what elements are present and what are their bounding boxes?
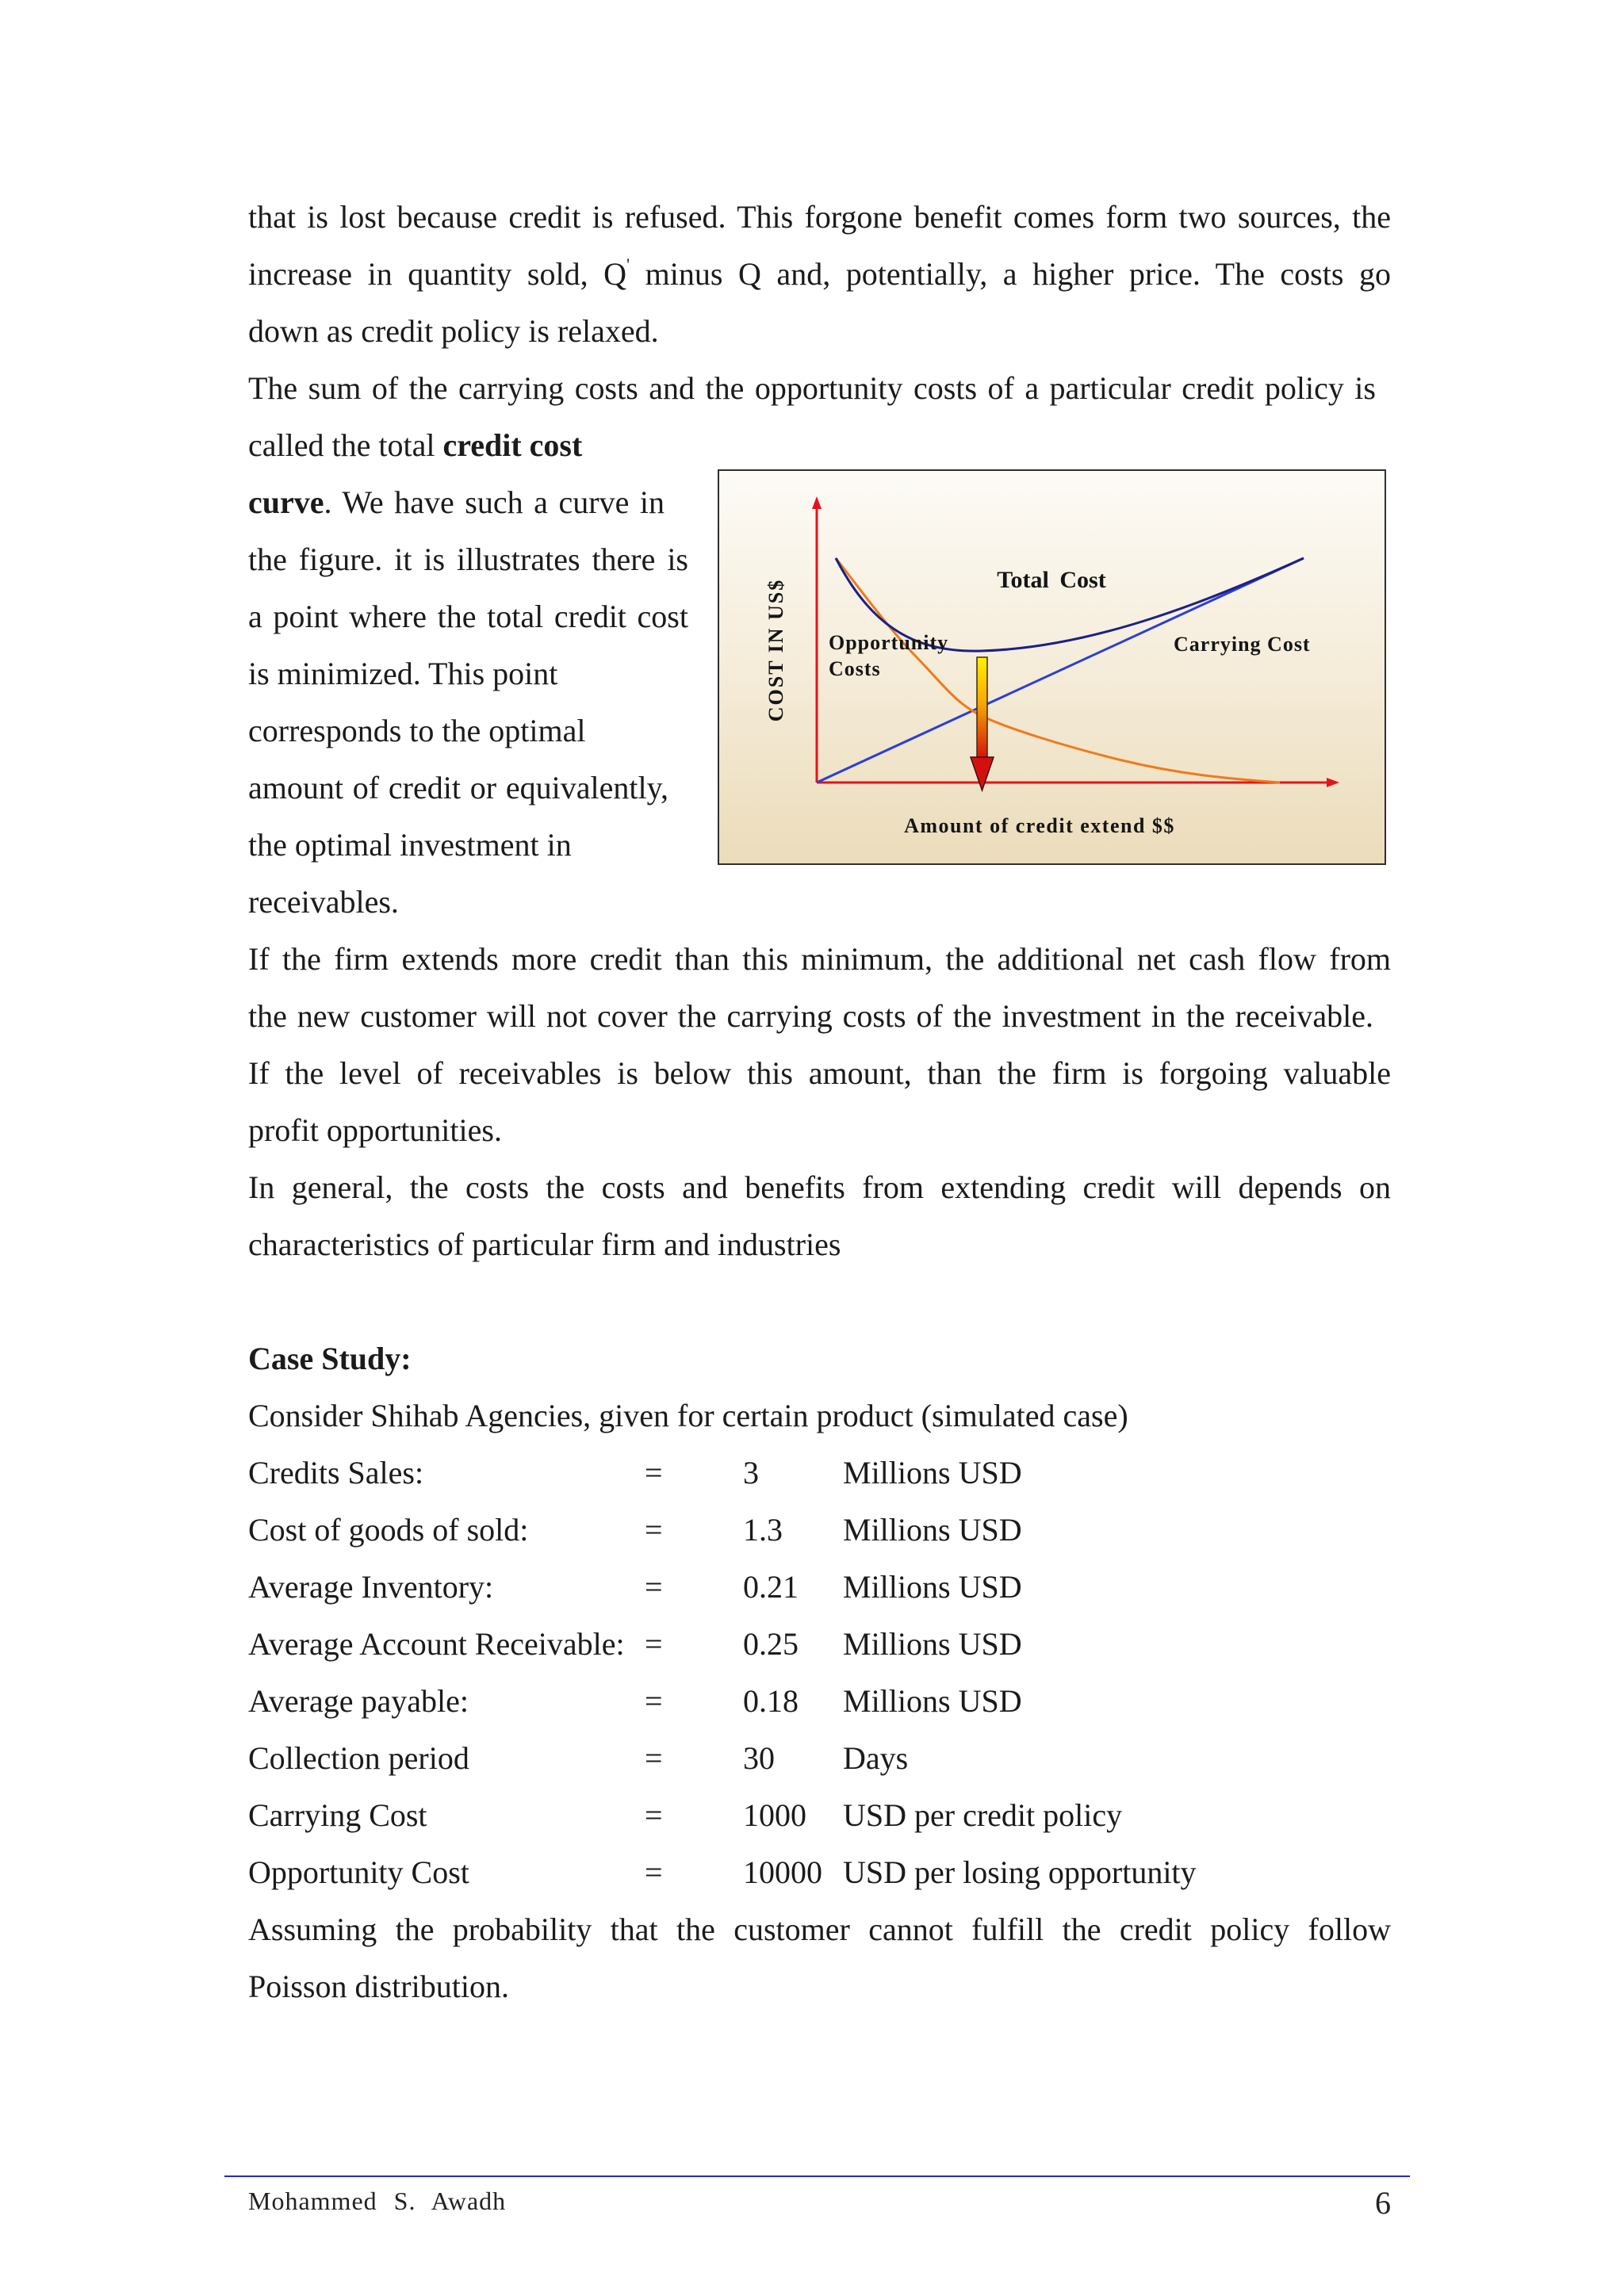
table-row (248, 1730, 1391, 1787)
body-line (248, 702, 692, 760)
body-line (248, 645, 692, 702)
body-line (248, 474, 665, 531)
body-line (248, 760, 668, 817)
row-value: 3 (743, 1455, 759, 1490)
text-run: the new customer will not cover the carrying costs of the investment in the receivable. (248, 998, 1373, 1034)
x-axis-arrowhead (1327, 778, 1339, 787)
text-run: corresponds to the optimal (248, 713, 586, 748)
row-unit: Millions USD (843, 1455, 1022, 1490)
table-row (248, 1502, 1391, 1559)
body-line (248, 417, 692, 474)
text-run: down as credit policy is relaxed. (248, 313, 659, 349)
x-axis-label: Amount of credit extend $$ (904, 814, 1175, 837)
row-unit: Millions USD (843, 1512, 1022, 1548)
opportunity-costs-label-line1: Opportunity (829, 631, 949, 654)
table-row (248, 1559, 1391, 1616)
page-number: 6 (1375, 2185, 1391, 2221)
y-axis-label: COST IN US$ (764, 578, 787, 722)
row-value: 1000 (743, 1797, 806, 1833)
row-unit: Millions USD (843, 1683, 1022, 1719)
row-value: 30 (743, 1740, 775, 1776)
row-equals: = (645, 1854, 663, 1890)
row-equals: = (645, 1569, 663, 1605)
row-value: 0.25 (743, 1626, 799, 1662)
table-row (248, 1445, 1391, 1502)
text-run: characteristics of particular firm and industries (248, 1226, 841, 1262)
table-row (248, 1673, 1391, 1730)
body-line (248, 874, 1391, 931)
text-run: the optimal investment in (248, 827, 572, 863)
text-run: that is lost because credit is refused. This forgone benefit comes form two sources, the (248, 199, 1391, 235)
body-line (248, 189, 1391, 246)
text-run: profit opportunities. (248, 1112, 502, 1148)
row-label: Average payable: (248, 1683, 469, 1719)
body-text (248, 189, 1391, 2015)
body-line (248, 360, 1376, 417)
credit-cost-diagram (719, 471, 1385, 863)
body-line (248, 246, 1391, 303)
text-run: called the total (248, 427, 443, 463)
text-run: a point where the total credit cost (248, 599, 688, 634)
row-value: 0.21 (743, 1569, 799, 1605)
bold-term: curve (248, 484, 324, 520)
row-label: Credits Sales: (248, 1455, 424, 1490)
arrow-shaft (977, 657, 987, 759)
text-run: If the firm extends more credit than this minimum, the additional net cash flow from (248, 941, 1391, 977)
text-run: If the level of receivables is below this amount, than the firm is forgoing valuable (248, 1055, 1391, 1091)
body-line (248, 931, 1391, 988)
row-value: 10000 (743, 1854, 822, 1890)
text-run: Assuming the probability that the customer cannot fulfill the credit policy follow (248, 1911, 1391, 1947)
prime-superscript: ' (626, 254, 630, 274)
body-line (248, 1216, 1391, 1273)
row-unit: Days (843, 1740, 909, 1776)
row-unit: USD per credit policy (843, 1797, 1123, 1833)
text-run: amount of credit or equivalently, (248, 770, 668, 806)
body-line (248, 531, 688, 588)
text-run: receivables. (248, 884, 399, 920)
row-equals: = (645, 1512, 663, 1548)
row-unit: Millions USD (843, 1569, 1022, 1605)
text-run: minus Q and, potentially, a higher price. The costs go (630, 256, 1391, 292)
footer-rule (224, 2175, 1410, 2177)
body-line (248, 1901, 1391, 1958)
row-equals: = (645, 1797, 663, 1833)
row-value: 1.3 (743, 1512, 783, 1548)
opportunity-costs-label-line2: Costs (829, 657, 881, 680)
row-label: Opportunity Cost (248, 1854, 469, 1890)
total-cost-label: Total Cost (997, 567, 1106, 593)
row-equals: = (645, 1626, 663, 1662)
row-unit: USD per losing opportunity (843, 1854, 1197, 1890)
text-run: In general, the costs the costs and benefits from extending credit will depends on (248, 1169, 1391, 1205)
case-study-heading: Case Study: (248, 1341, 412, 1376)
bold-term: credit cost (442, 427, 583, 463)
table-row (248, 1844, 1391, 1901)
row-value: 0.18 (743, 1683, 799, 1719)
text-run: The sum of the carrying costs and the opportunity costs of a particular credit policy is (248, 370, 1376, 406)
body-line (248, 588, 688, 645)
body-line (248, 988, 1373, 1045)
body-line (248, 1958, 1391, 2015)
text-run: increase in quantity sold, Q (248, 256, 627, 292)
body-line (248, 303, 1391, 360)
row-unit: Millions USD (843, 1626, 1022, 1662)
minimum-point-arrow (971, 657, 994, 790)
text-run: Poisson distribution. (248, 1969, 509, 2004)
case-study-intro: Consider Shihab Agencies, given for certain product (simulated case) (248, 1398, 1128, 1433)
y-axis-arrowhead (812, 496, 822, 509)
footer-author: Mohammed S. Awadh (248, 2187, 507, 2215)
table-row (248, 1616, 1391, 1673)
row-equals: = (645, 1740, 663, 1776)
row-label: Average Account Receivable: (248, 1626, 625, 1662)
arrow-head (971, 757, 994, 790)
text-run: is minimized. This point (248, 656, 558, 691)
text-run: . We have such a curve in (324, 484, 665, 520)
row-label: Average Inventory: (248, 1569, 494, 1605)
row-equals: = (645, 1683, 663, 1719)
case-study-table (248, 1445, 1391, 1901)
blank-line (248, 1273, 1391, 1330)
body-line (248, 817, 692, 874)
row-equals: = (645, 1455, 663, 1490)
row-label: Collection period (248, 1740, 469, 1776)
carrying-cost-label: Carrying Cost (1174, 633, 1311, 656)
credit-cost-figure (718, 469, 1386, 865)
row-label: Cost of goods of sold: (248, 1512, 529, 1548)
table-row (248, 1787, 1391, 1844)
body-line (248, 1102, 1391, 1159)
text-run: the figure. it is illustrates there is (248, 541, 688, 577)
row-label: Carrying Cost (248, 1797, 427, 1833)
body-line (248, 1045, 1391, 1102)
body-line (248, 1159, 1391, 1216)
